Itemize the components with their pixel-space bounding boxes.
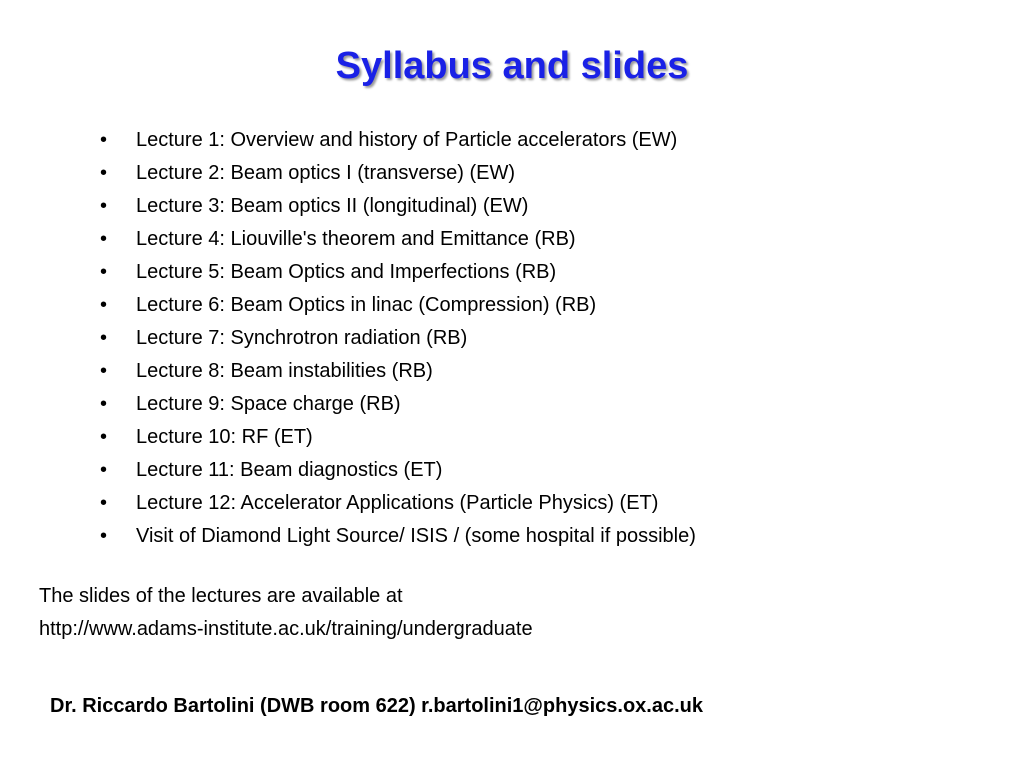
lecture-text: Lecture 6: Beam Optics in linac (Compression) (RB) (136, 294, 597, 316)
lecture-text: Lecture 2: Beam optics I (transverse) (EW) (136, 162, 516, 184)
bullet-icon: • (100, 129, 108, 151)
slides-availability (39, 580, 533, 646)
bullet-icon: • (100, 426, 108, 448)
list-item (96, 487, 696, 520)
lecture-text: Lecture 8: Beam instabilities (RB) (136, 360, 433, 382)
list-item (96, 520, 696, 553)
slide-title: Syllabus and slides (335, 45, 689, 87)
list-item (96, 190, 696, 223)
list-item (96, 256, 696, 289)
bullet-icon: • (100, 393, 108, 415)
bullet-icon: • (100, 459, 108, 481)
lecture-text: Lecture 4: Liouville's theorem and Emittance (RB) (136, 228, 576, 250)
lecture-text: Lecture 3: Beam optics II (longitudinal) (EW) (136, 195, 529, 217)
slides-note: The slides of the lectures are available at (39, 585, 403, 607)
list-item (96, 421, 696, 454)
list-item (96, 157, 696, 190)
lecture-text: Lecture 10: RF (ET) (136, 426, 313, 448)
lecture-text: Lecture 11: Beam diagnostics (ET) (136, 459, 443, 481)
list-item (96, 388, 696, 421)
lecture-text: Lecture 1: Overview and history of Particle accelerators (EW) (136, 129, 678, 151)
slides-url: http://www.adams-institute.ac.uk/training/undergraduate (39, 618, 533, 640)
lecture-text: Visit of Diamond Light Source/ ISIS / (some hospital if possible) (136, 525, 696, 547)
bullet-icon: • (100, 261, 108, 283)
lecture-text: Lecture 7: Synchrotron radiation (RB) (136, 327, 468, 349)
list-item (96, 223, 696, 256)
list-item (96, 289, 696, 322)
bullet-icon: • (100, 360, 108, 382)
list-item (96, 124, 696, 157)
list-item (96, 355, 696, 388)
bullet-icon: • (100, 492, 108, 514)
contact-line: Dr. Riccardo Bartolini (DWB room 622) r.bartolini1@physics.ox.ac.uk (50, 695, 703, 717)
list-item (96, 454, 696, 487)
lecture-list (96, 124, 696, 553)
bullet-icon: • (100, 228, 108, 250)
bullet-icon: • (100, 525, 108, 547)
lecture-text: Lecture 12: Accelerator Applications (Particle Physics) (ET) (136, 492, 659, 514)
list-item (96, 322, 696, 355)
bullet-icon: • (100, 327, 108, 349)
lecture-text: Lecture 9: Space charge (RB) (136, 393, 401, 415)
bullet-icon: • (100, 195, 108, 217)
bullet-icon: • (100, 162, 108, 184)
lecture-text: Lecture 5: Beam Optics and Imperfections (RB) (136, 261, 557, 283)
bullet-icon: • (100, 294, 108, 316)
